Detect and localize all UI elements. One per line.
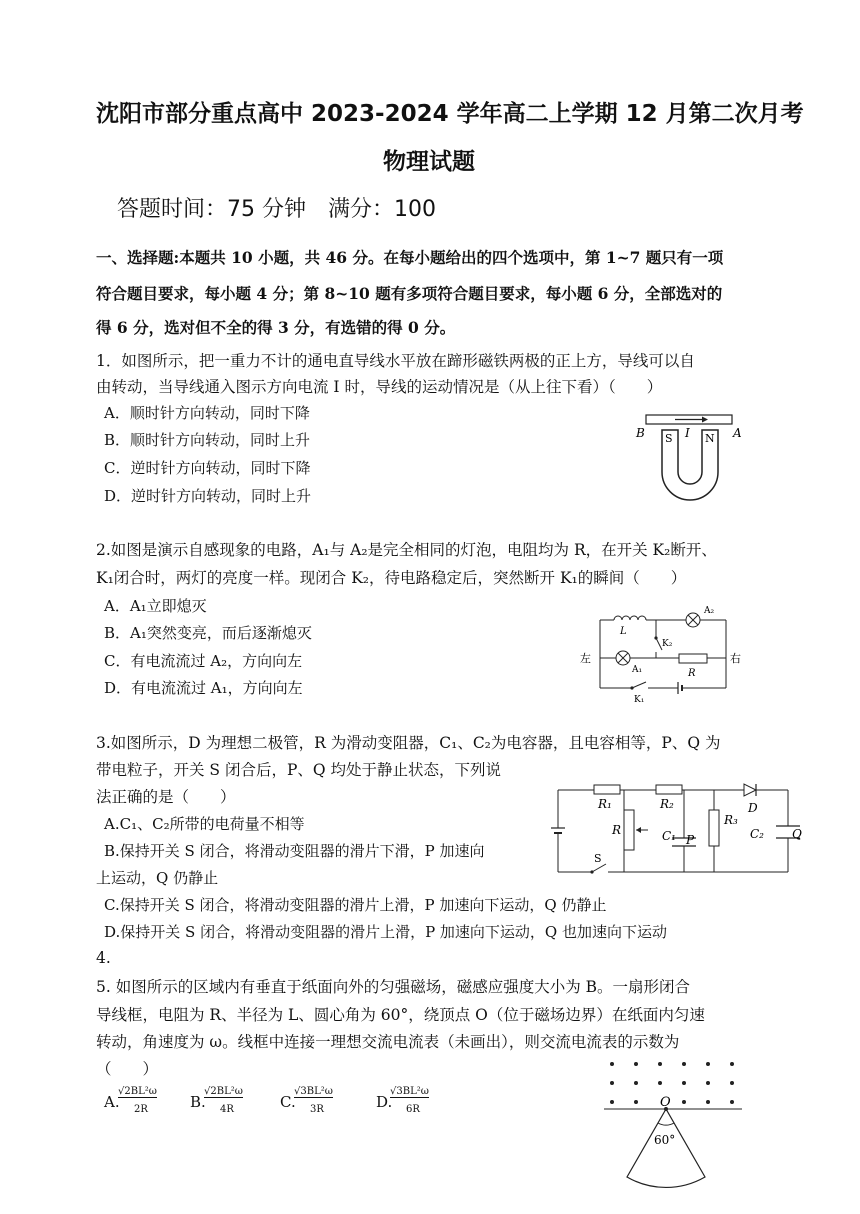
q1-stem-line2: 由转动，当导线通入图示方向电流 I 时，导线的运动情况是（从上往下看）（ ）	[96, 378, 663, 396]
q5-option-d-label: D.	[376, 1093, 393, 1111]
q3-option-d: D.保持开关 S 闭合，将滑动变阻器的滑片上滑，P 加速向下运动，Q 也加速向下运动	[104, 923, 668, 941]
q1-option-b: B．顺时针方向转动，同时上升	[104, 431, 311, 449]
q5-option-c-numerator: √3BL²ω	[294, 1086, 333, 1097]
section-instructions-line1: 一、选择题:本题共 10 小题，共 46 分。在每小题给出的四个选项中，第 1~7 题只有一项	[96, 248, 724, 267]
q2-label-right: 右	[730, 652, 741, 665]
q1-magnet-figure	[630, 410, 750, 510]
q2-option-a: A．A₁立即熄灭	[104, 597, 207, 615]
q3-label-r2: R₂	[660, 797, 674, 811]
q2-option-d: D．有电流流过 A₁，方向向左	[104, 679, 303, 697]
q3-circuit-figure	[548, 776, 818, 884]
q3-label-c2: C₂	[750, 827, 764, 841]
q5-option-a-label: A.	[104, 1093, 120, 1111]
q2-circuit-figure	[576, 602, 756, 708]
q3-label-r1: R₁	[598, 797, 612, 811]
q2-label-resistor: R	[688, 668, 696, 679]
q5-option-c-label: C.	[280, 1093, 296, 1111]
q1-label-current: I	[685, 426, 690, 440]
q5-stem-line2: 导线框，电阻为 R、半径为 L、圆心角为 60°，绕顶点 O（位于磁场边界）在纸面内匀速	[96, 1006, 705, 1024]
q3-stem-line1: 3.如图所示，D 为理想二极管，R 为滑动变阻器，C₁、C₂为电容器，且电容相等，P、Q 为	[96, 734, 721, 752]
q2-stem-line2: K₁闭合时，两灯的亮度一样。现闭合 K₂，待电路稳定后，突然断开 K₁的瞬间（ ）	[96, 569, 687, 587]
q1-label-s-pole: S	[665, 432, 673, 445]
q2-label-a2: A₂	[704, 606, 715, 616]
q3-stem-line3: 法正确的是（ ）	[96, 788, 236, 806]
q3-label-switch: S	[594, 852, 602, 865]
q2-label-inductor: L	[620, 626, 627, 637]
field-dots	[610, 1062, 734, 1104]
q1-option-a: A．顺时针方向转动，同时下降	[104, 404, 310, 422]
q5-magnetic-field-figure	[600, 1052, 750, 1214]
q5-option-b-label: B.	[190, 1093, 206, 1111]
q4-number: 4.	[96, 949, 111, 967]
q5-option-d-numerator: √3BL²ω	[390, 1086, 429, 1097]
q3-option-c: C.保持开关 S 闭合，将滑动变阻器的滑片上滑，P 加速向下运动，Q 仍静止	[104, 896, 607, 914]
q5-stem-line1: 5. 如图所示的区域内有垂直于纸面向外的匀强磁场，磁感应强度大小为 B。一扇形闭合	[96, 978, 691, 996]
q1-label-b: B	[636, 426, 645, 440]
q2-option-b: B．A₁突然变亮，而后逐渐熄灭	[104, 624, 312, 642]
q3-stem-line2: 带电粒子，开关 S 闭合后，P、Q 均处于静止状态，下列说	[96, 761, 502, 779]
q1-label-a: A	[733, 426, 742, 440]
q2-option-c: C．有电流流过 A₂，方向向左	[104, 652, 303, 670]
q5-option-c-denominator: 3R	[310, 1104, 324, 1115]
q5-stem-line4: （ ）	[96, 1060, 159, 1078]
q3-option-b-line1: B.保持开关 S 闭合，将滑动变阻器的滑片下滑，P 加速向	[104, 842, 485, 860]
exam-title-line2: 物理试题	[383, 149, 475, 175]
q3-label-p: P	[686, 833, 695, 847]
q3-option-b-line2: 上运动，Q 仍静止	[96, 869, 219, 887]
q1-label-n-pole: N	[705, 432, 715, 445]
q3-label-rheostat: R	[612, 823, 622, 837]
q1-option-c: C．逆时针方向转动，同时下降	[104, 459, 311, 477]
q1-stem-line1: 1．如图所示，把一重力不计的通电直导线水平放在蹄形磁铁两极的正上方，导线可以自	[96, 352, 695, 370]
q5-option-a-denominator: 2R	[134, 1104, 148, 1115]
q1-option-d: D．逆时针方向转动，同时上升	[104, 487, 312, 505]
q2-label-k1: K₁	[634, 695, 645, 705]
section-instructions-line3: 得 6 分，选对但不全的得 3 分，有选错的得 0 分。	[96, 318, 456, 337]
exam-title-line1: 沈阳市部分重点高中 2023-2024 学年高二上学期 12 月第二次月考	[96, 101, 804, 127]
q5-stem-line3: 转动，角速度为 ω。线框中连接一理想交流电流表（未画出），则交流电流表的示数为	[96, 1033, 680, 1051]
q3-option-a: A.C₁、C₂所带的电荷量不相等	[104, 815, 305, 833]
q3-label-diode: D	[748, 801, 758, 815]
q5-option-a-numerator: √2BL²ω	[118, 1086, 157, 1097]
q5-option-b-denominator: 4R	[220, 1104, 234, 1115]
q2-label-left: 左	[580, 652, 591, 665]
q5-label-angle: 60°	[654, 1133, 676, 1147]
q5-option-d-denominator: 6R	[406, 1104, 420, 1115]
q2-label-k2: K₂	[662, 639, 673, 649]
q5-label-origin: O	[660, 1095, 671, 1110]
q2-label-a1: A₁	[632, 665, 643, 675]
q2-stem-line1: 2.如图是演示自感现象的电路，A₁与 A₂是完全相同的灯泡，电阻均为 R，在开关 K₂断开、	[96, 541, 717, 559]
exam-info: 答题时间：75 分钟 满分：100	[117, 197, 436, 222]
q5-option-b-numerator: √2BL²ω	[204, 1086, 243, 1097]
section-instructions-line2: 符合题目要求，每小题 4 分；第 8~10 题有多项符合题目要求，每小题 6 分，全部选对的	[96, 284, 723, 303]
q3-label-r3: R₃	[724, 813, 738, 827]
q3-label-q: Q	[792, 827, 802, 841]
q3-label-c1: C₁	[662, 829, 676, 843]
